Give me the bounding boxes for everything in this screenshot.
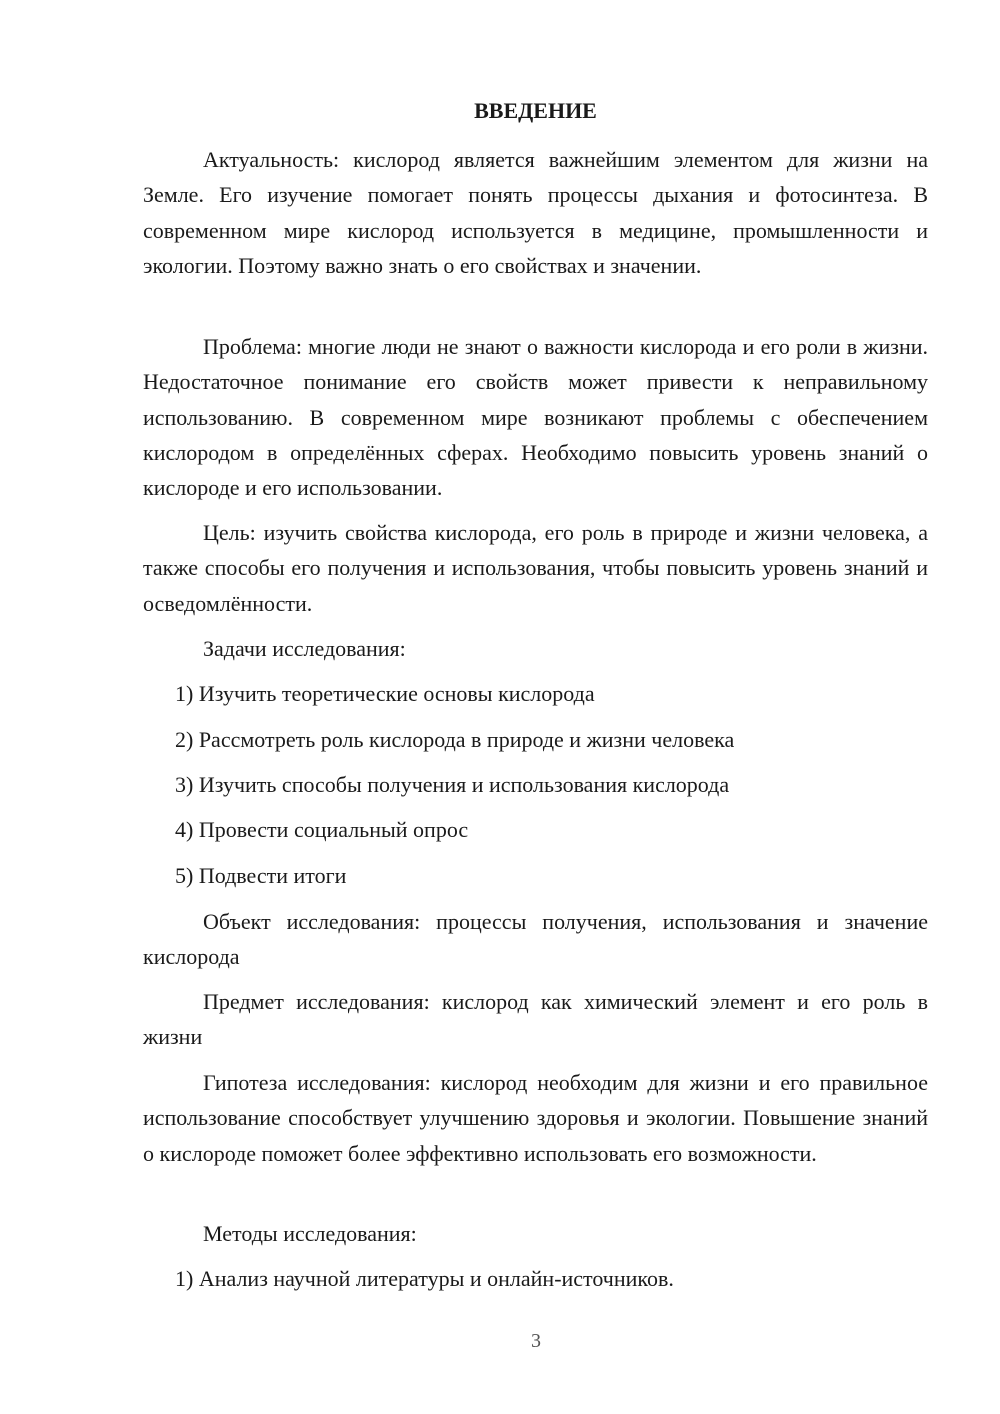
page-number: 3 <box>531 1330 541 1352</box>
goal-paragraph: Цель: изучить свойства кислорода, его роль в природе и жизни человека, а также способы его получения и использования, чтобы повысить уровень знаний и осведомлённости. <box>143 520 928 616</box>
task-item: 5) Подвести итоги <box>175 863 347 888</box>
tasks-heading: Задачи исследования: <box>203 636 406 661</box>
task-item: 4) Провести социальный опрос <box>175 817 469 842</box>
task-item: 2) Рассмотреть роль кислорода в природе и жизни человека <box>175 727 735 752</box>
method-item: 1) Анализ научной литературы и онлайн-источников. <box>175 1266 674 1291</box>
section-title: ВВЕДЕНИЕ <box>474 98 597 123</box>
object-paragraph: Объект исследования: процессы получения, использования и значение кислорода <box>143 909 928 970</box>
methods-heading: Методы исследования: <box>203 1221 417 1246</box>
problem-paragraph: Проблема: многие люди не знают о важности кислорода и его роли в жизни. Недостаточное понимание его свойств может привести к неправильному использованию. В современном мире возникают проблемы с обеспечением кислородом в определённых сферах. Необходимо повысить уровень знаний о кислороде и его использовании. <box>143 334 928 501</box>
relevance-paragraph: Актуальность: кислород является важнейшим элементом для жизни на Земле. Его изучение помогает понять процессы дыхания и фотосинтеза. В современном мире кислород используется в медицине, промышленности и экологии. Поэтому важно знать о его свойствах и значении. <box>143 147 928 278</box>
task-item: 1) Изучить теоретические основы кислорода <box>175 681 595 706</box>
hypothesis-paragraph: Гипотеза исследования: кислород необходим для жизни и его правильное использование способствует улучшению здоровья и экологии. Повышение знаний о кислороде поможет более эффективно использовать его возможности. <box>143 1070 928 1166</box>
task-item: 3) Изучить способы получения и использования кислорода <box>175 772 730 797</box>
subject-paragraph: Предмет исследования: кислород как химический элемент и его роль в жизни <box>143 989 928 1050</box>
